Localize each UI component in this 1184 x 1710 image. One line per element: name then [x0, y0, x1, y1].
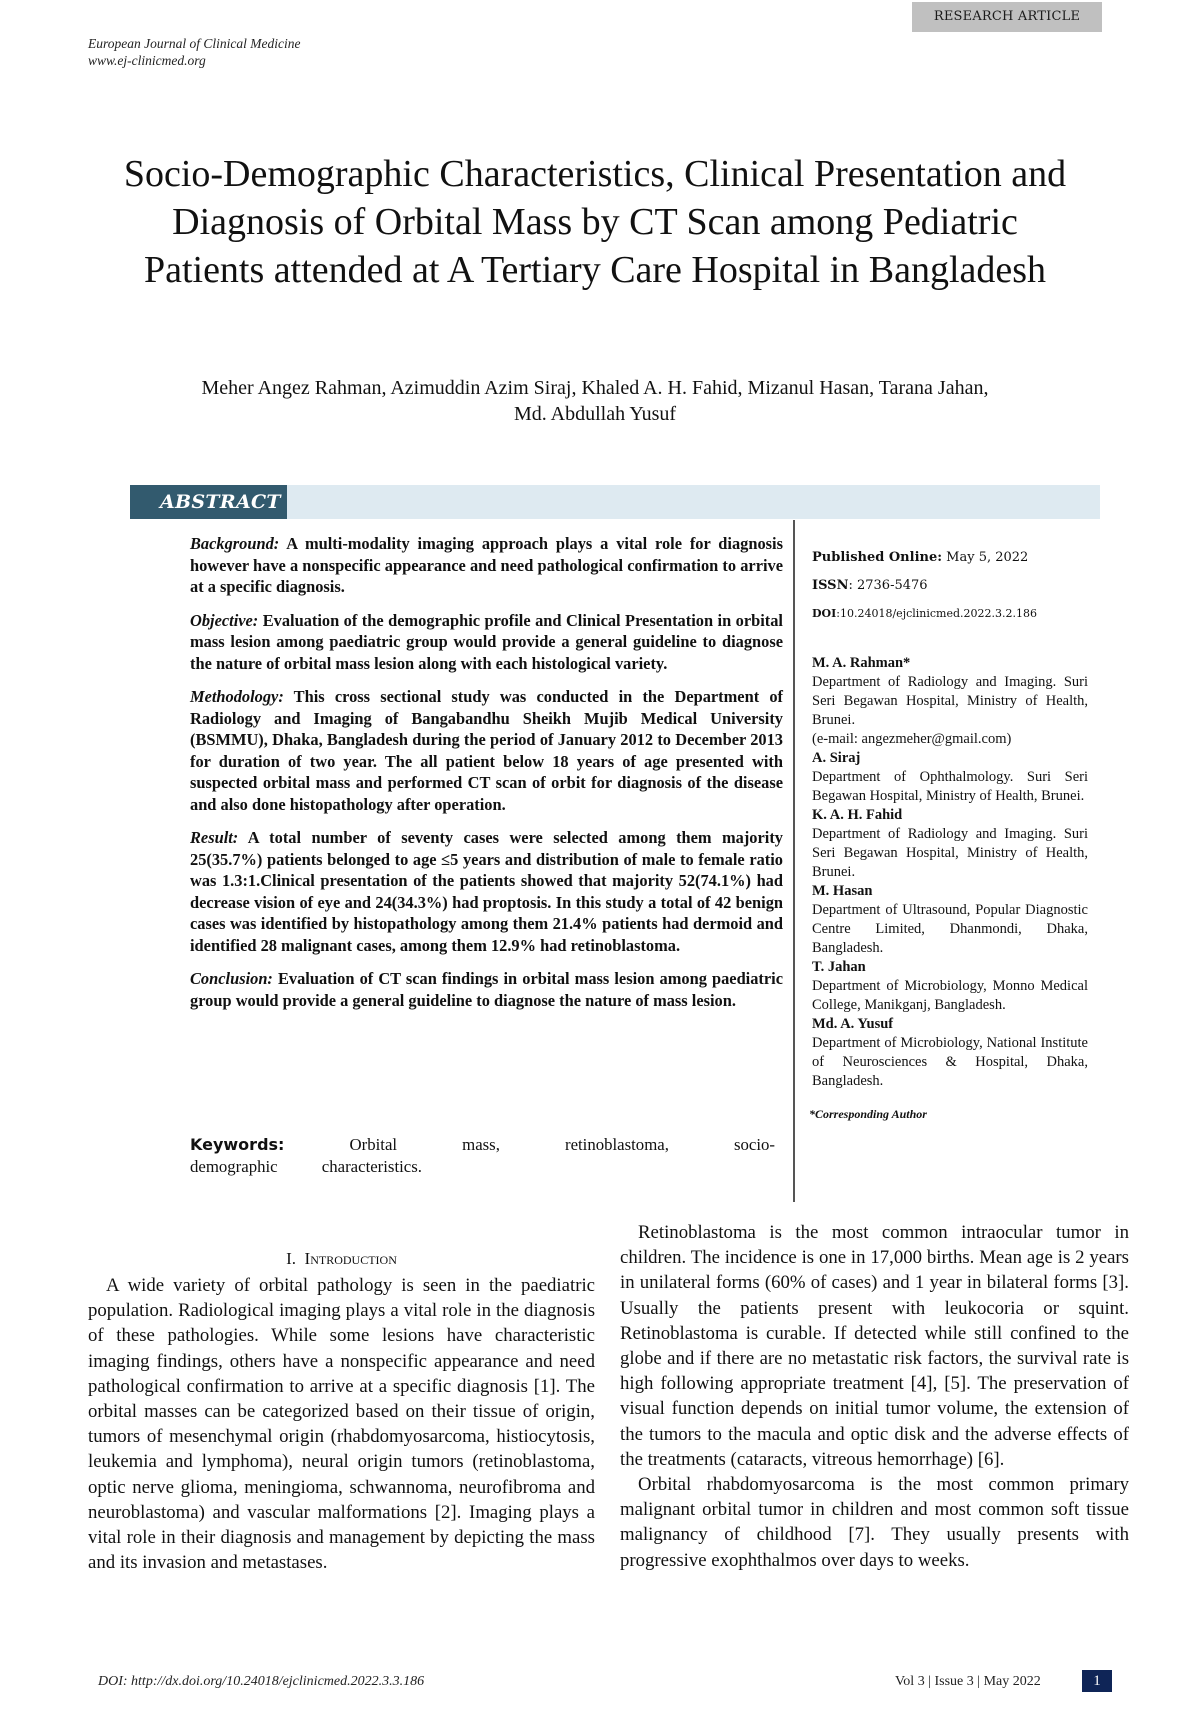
- author-list: [120, 375, 1070, 427]
- abstract-body: [190, 533, 783, 1023]
- article-type-badge: RESEARCH ARTICLE: [912, 2, 1102, 32]
- abstract-section-label: Methodology:: [190, 687, 284, 706]
- abstract-conclusion: [190, 968, 783, 1011]
- affiliation-name: M. Hasan: [812, 883, 873, 899]
- affiliation-name: T. Jahan: [812, 959, 866, 975]
- article-title: Socio-Demographic Characteristics, Clinical Presentation and Diagnosis of Orbital Mass by CT Scan among Pediatric Patients attended at A Tertiary Care Hospital in Bangladesh: [123, 153, 1067, 291]
- abstract-objective: [190, 610, 783, 675]
- abstract-section-text: Evaluation of the demographic profile and Clinical Presentation in orbital mass lesion among paediatric group would provide a general guideline to diagnose the nature of orbital mass lesion along with each histological variety.: [190, 610, 783, 673]
- article-info-sidebar: [809, 550, 1088, 1122]
- body-column-right: [620, 1220, 1129, 1573]
- abstract-banner: [130, 485, 1100, 519]
- affiliation-email[interactable]: (e-mail: angezmeher@gmail.com): [812, 731, 1012, 747]
- affiliation-item: [812, 882, 1088, 958]
- section-number: I.: [286, 1249, 297, 1268]
- affiliation-text: Department of Radiology and Imaging. Suri Seri Begawan Hospital, Ministry of Health, Brunei.: [812, 674, 1088, 728]
- affiliations: [812, 654, 1088, 1091]
- corresponding-author-note: *Corresponding Author: [809, 1107, 927, 1121]
- footer-doi[interactable]: DOI: http://dx.doi.org/10.24018/ejclinicmed.2022.3.3.186: [98, 1674, 425, 1689]
- journal-url[interactable]: www.ej-clinicmed.org: [88, 53, 206, 68]
- abstract-result: [190, 827, 783, 956]
- doi: DOI:10.24018/ejclinicmed.2022.3.2.186: [812, 607, 1038, 620]
- affiliation-text: Department of Ultrasound, Popular Diagnostic Centre Limited, Dhanmondi, Dhaka, Bangladesh.: [812, 902, 1088, 956]
- affiliation-text: Department of Microbiology, Monno Medical College, Manikganj, Bangladesh.: [812, 978, 1088, 1013]
- abstract-methodology: [190, 686, 783, 815]
- journal-header: [88, 35, 300, 69]
- affiliation-text: Department of Radiology and Imaging. Suri Seri Begawan Hospital, Ministry of Health, Brunei.: [812, 826, 1088, 880]
- affiliation-item: [812, 1015, 1088, 1091]
- abstract-section-label: Conclusion:: [190, 969, 273, 988]
- authors-line-1: Meher Angez Rahman, Azimuddin Azim Siraj, Khaled A. H. Fahid, Mizanul Hasan, Tarana Jahan,: [201, 377, 989, 399]
- abstract-background: [190, 533, 783, 598]
- affiliation-name: K. A. H. Fahid: [812, 807, 903, 823]
- footer-volume-info: Vol 3 | Issue 3 | May 2022: [895, 1674, 1041, 1689]
- page-number: 1: [1082, 1670, 1112, 1692]
- column-divider: [793, 520, 795, 1202]
- abstract-heading: ABSTRACT: [130, 485, 287, 519]
- abstract-section-text: A total number of seventy cases were selected among them majority 25(35.7%) patients belonged to age ≤5 years and distribution of male to female ratio was 1.3:1.Clinical presentation of the patients showed that majority 52(74.1%) had decrease vision of eye and 24(34.3%) had proptosis. In this study a total of 42 benign cases was identified by histopathology among them 21.4% patients had dermoid and identified 28 malignant cases, among them 12.9% had retinoblastoma.: [190, 828, 783, 955]
- affiliation-text: Department of Microbiology, National Institute of Neurosciences & Hospital, Dhaka, Bangladesh.: [812, 1035, 1088, 1089]
- affiliation-name: A. Siraj: [812, 750, 861, 766]
- affiliation-name: M. A. Rahman*: [812, 655, 911, 671]
- abstract-section-label: Objective:: [190, 610, 259, 630]
- body-paragraph: Retinoblastoma is the most common intraocular tumor in children. The incidence is one in 17,000 births. Mean age is 2 years in unilateral forms (60% of cases) and 1 year in bilateral forms [3]. Usually the patients present with leukocoria or squint. Retinoblastoma is curable. If detected while still confined to the globe and if there are no metastatic risk factors, the survival rate is high following appropriate treatment [4], [5]. The preservation of visual function depends on initial tumor volume, the extension of the tumors to the macula and optic disk and the adverse effects of the treatments (cataracts, vitreous hemorrhage) [6].: [620, 1222, 1129, 1470]
- section-heading: [88, 1247, 595, 1271]
- affiliation-text: Department of Ophthalmology. Suri Seri Begawan Hospital, Ministry of Health, Brunei.: [812, 769, 1088, 804]
- keywords-text: Orbital mass, retinoblastoma, socio-demographic characteristics.: [190, 1135, 775, 1176]
- body-column-left: [88, 1247, 595, 1575]
- abstract-section-text: A multi-modality imaging approach plays a vital role for diagnosis however have a nonspecific appearance and need pathological confirmation to arrive at a specific diagnosis.: [190, 534, 783, 596]
- published-date: Published Online: May 5, 2022: [812, 550, 1029, 565]
- issn: ISSN: 2736-5476: [812, 578, 928, 593]
- body-paragraph: A wide variety of orbital pathology is seen in the paediatric population. Radiological imaging plays a vital role in the diagnosis of these pathologies. While some lesions have characteristic imaging findings, others have a nonspecific appearance and need pathological confirmation to arrive at a specific diagnosis [1]. The orbital masses can be categorized based on their tissue of origin, tumors of mesenchymal origin (rhabdomyosarcoma, histiocytosis, leukemia and lymphoma), neural origin tumors (retinoblastoma, optic nerve glioma, meningioma, schwannoma, neurofibroma and neuroblastoma) and vascular malformations [2]. Imaging plays a vital role in their diagnosis and management by depicting the mass and its invasion and metastases.: [88, 1275, 595, 1574]
- journal-name: European Journal of Clinical Medicine: [88, 36, 301, 51]
- keywords-label: Keywords:: [190, 1135, 285, 1154]
- affiliation-item: [812, 806, 1088, 882]
- affiliation-item: [812, 749, 1088, 806]
- body-paragraph: Orbital rhabdomyosarcoma is the most common primary malignant orbital tumor in children and most common soft tissue malignancy of childhood [7]. They usually presents with progressive exophthalmos over days to weeks.: [620, 1474, 1129, 1571]
- section-title: Introduction: [304, 1249, 397, 1268]
- abstract-section-label: Result:: [190, 828, 239, 847]
- affiliation-item: [812, 958, 1088, 1015]
- abstract-section-text: This cross sectional study was conducted in the Department of Radiology and Imaging of Bangabandhu Sheikh Mujib Medical University (BSMMU), Dhaka, Bangladesh during the period of January 2012 to December 2013 for duration of two year. The all patient below 18 years of age presented with suspected orbital mass and performed CT scan of orbit for diagnosis of the disease and also done histopathology after operation.: [190, 687, 783, 814]
- authors-line-2: Md. Abdullah Yusuf: [513, 403, 677, 425]
- keywords: [190, 1134, 775, 1177]
- affiliation-name: Md. A. Yusuf: [812, 1016, 894, 1032]
- abstract-section-text: Evaluation of CT scan findings in orbital mass lesion among paediatric group would provide a general guideline to diagnose the nature of mass lesion.: [190, 969, 783, 1010]
- affiliation-item: [812, 654, 1088, 749]
- abstract-section-label: Background:: [190, 534, 280, 553]
